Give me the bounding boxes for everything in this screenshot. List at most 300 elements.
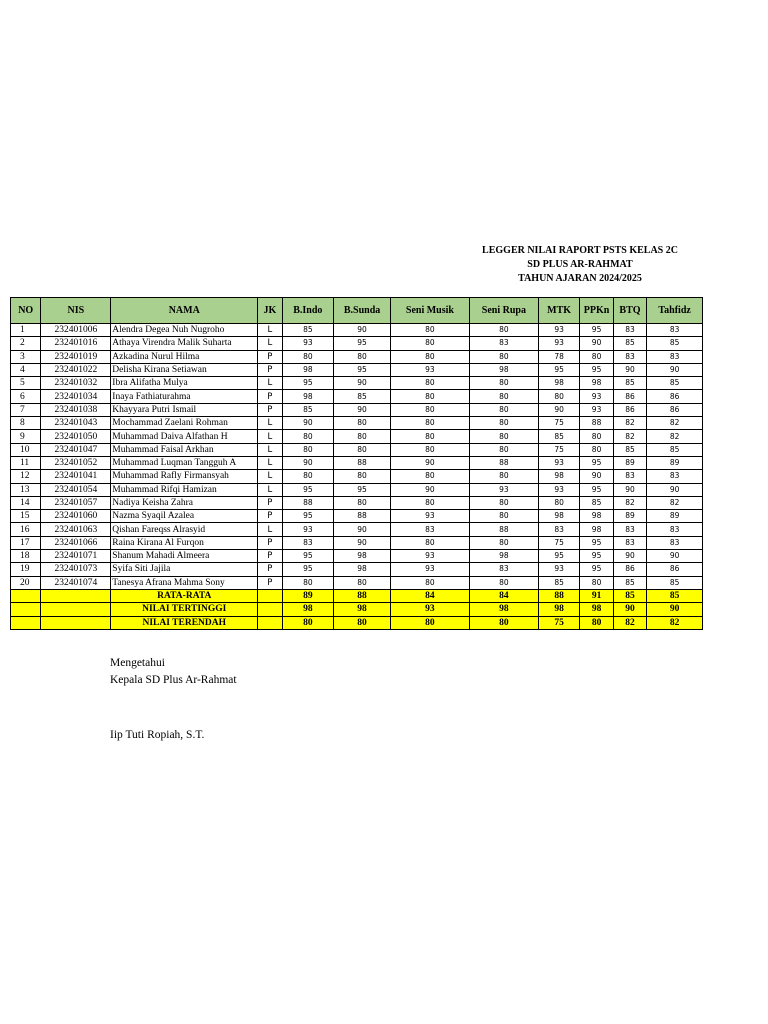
score-cell: 90	[613, 483, 646, 496]
column-header: Tahfidz	[647, 298, 703, 324]
column-header: NIS	[41, 298, 111, 324]
score-cell: 95	[282, 563, 334, 576]
score-cell: 82	[613, 417, 646, 430]
column-header: MTK	[538, 298, 580, 324]
score-cell: 80	[469, 377, 538, 390]
row-number: 9	[11, 430, 41, 443]
student-name: Muhammad Rifqi Hamizan	[111, 483, 258, 496]
student-name: Tanesya Afrana Mahma Sony	[111, 576, 258, 589]
score-cell: 80	[282, 576, 334, 589]
table-row	[11, 576, 703, 589]
summary-label: RATA-RATA	[111, 589, 258, 602]
table-row	[11, 363, 703, 376]
score-cell: 98	[538, 377, 580, 390]
score-cell: 80	[334, 470, 391, 483]
score-cell: 83	[469, 337, 538, 350]
score-cell: 82	[647, 496, 703, 509]
row-number: 6	[11, 390, 41, 403]
row-number: 14	[11, 496, 41, 509]
score-cell: 85	[334, 390, 391, 403]
table-row	[11, 536, 703, 549]
student-name: Azkadina Nurul Hilma	[111, 350, 258, 363]
student-gender: P	[258, 390, 282, 403]
table-row	[11, 337, 703, 350]
column-header: Seni Rupa	[469, 298, 538, 324]
grades-table	[10, 297, 703, 630]
table-row	[11, 456, 703, 469]
row-number: 19	[11, 563, 41, 576]
student-nis: 232401066	[41, 536, 111, 549]
student-nis: 232401041	[41, 470, 111, 483]
student-name: Qishan Fareqss Alrasyid	[111, 523, 258, 536]
student-gender: P	[258, 510, 282, 523]
score-cell: 80	[334, 430, 391, 443]
summary-value: 98	[538, 603, 580, 616]
score-cell: 98	[580, 510, 613, 523]
summary-value: 84	[469, 589, 538, 602]
score-cell: 95	[334, 363, 391, 376]
score-cell: 80	[469, 536, 538, 549]
score-cell: 90	[282, 417, 334, 430]
student-gender: L	[258, 443, 282, 456]
score-cell: 95	[538, 363, 580, 376]
table-row	[11, 523, 703, 536]
student-nis: 232401054	[41, 483, 111, 496]
score-cell: 89	[647, 510, 703, 523]
student-gender: L	[258, 523, 282, 536]
score-cell: 80	[469, 430, 538, 443]
student-gender: P	[258, 496, 282, 509]
score-cell: 82	[613, 496, 646, 509]
table-row	[11, 443, 703, 456]
score-cell: 75	[538, 536, 580, 549]
score-cell: 93	[538, 337, 580, 350]
score-cell: 88	[334, 456, 391, 469]
score-cell: 98	[469, 363, 538, 376]
summary-empty-cell	[258, 589, 282, 602]
score-cell: 83	[469, 563, 538, 576]
score-cell: 80	[469, 510, 538, 523]
table-row	[11, 430, 703, 443]
score-cell: 83	[613, 350, 646, 363]
score-cell: 93	[390, 563, 469, 576]
score-cell: 80	[469, 496, 538, 509]
summary-row	[11, 603, 703, 616]
score-cell: 80	[390, 443, 469, 456]
score-cell: 90	[613, 550, 646, 563]
score-cell: 83	[538, 523, 580, 536]
summary-row	[11, 589, 703, 602]
score-cell: 88	[334, 510, 391, 523]
row-number: 13	[11, 483, 41, 496]
score-cell: 95	[334, 337, 391, 350]
summary-value: 88	[538, 589, 580, 602]
score-cell: 93	[282, 337, 334, 350]
score-cell: 88	[469, 523, 538, 536]
score-cell: 93	[390, 510, 469, 523]
column-header: Seni Musik	[390, 298, 469, 324]
row-number: 3	[11, 350, 41, 363]
student-name: Shanum Mahadi Almeera	[111, 550, 258, 563]
score-cell: 85	[647, 443, 703, 456]
summary-empty-cell	[11, 589, 41, 602]
score-cell: 95	[282, 483, 334, 496]
score-cell: 95	[580, 483, 613, 496]
summary-value: 80	[469, 616, 538, 629]
summary-empty-cell	[41, 616, 111, 629]
score-cell: 90	[334, 536, 391, 549]
student-name: Syifa Siti Jajila	[111, 563, 258, 576]
student-gender: L	[258, 324, 282, 337]
score-cell: 98	[282, 390, 334, 403]
score-cell: 83	[282, 536, 334, 549]
score-cell: 80	[580, 350, 613, 363]
score-cell: 85	[647, 337, 703, 350]
student-gender: L	[258, 456, 282, 469]
summary-value: 90	[647, 603, 703, 616]
student-name: Muhammad Daiva Alfathan H	[111, 430, 258, 443]
student-name: Nadiya Keisha Zahra	[111, 496, 258, 509]
summary-value: 98	[469, 603, 538, 616]
row-number: 17	[11, 536, 41, 549]
score-cell: 89	[613, 510, 646, 523]
score-cell: 89	[647, 456, 703, 469]
score-cell: 85	[647, 576, 703, 589]
score-cell: 90	[580, 337, 613, 350]
student-nis: 232401057	[41, 496, 111, 509]
score-cell: 80	[390, 403, 469, 416]
score-cell: 80	[334, 496, 391, 509]
score-cell: 86	[647, 403, 703, 416]
student-nis: 232401032	[41, 377, 111, 390]
score-cell: 95	[334, 483, 391, 496]
score-cell: 86	[613, 403, 646, 416]
student-gender: L	[258, 483, 282, 496]
summary-label: NILAI TERENDAH	[111, 616, 258, 629]
table-row	[11, 496, 703, 509]
student-gender: L	[258, 377, 282, 390]
summary-empty-cell	[258, 603, 282, 616]
row-number: 7	[11, 403, 41, 416]
score-cell: 80	[334, 417, 391, 430]
table-row	[11, 510, 703, 523]
student-name: Inaya Fathiaturahma	[111, 390, 258, 403]
row-number: 4	[11, 363, 41, 376]
student-nis: 232401047	[41, 443, 111, 456]
student-nis: 232401073	[41, 563, 111, 576]
score-cell: 95	[580, 550, 613, 563]
score-cell: 95	[580, 563, 613, 576]
student-gender: P	[258, 350, 282, 363]
score-cell: 83	[647, 470, 703, 483]
score-cell: 83	[613, 523, 646, 536]
row-number: 2	[11, 337, 41, 350]
summary-value: 88	[334, 589, 391, 602]
score-cell: 80	[334, 576, 391, 589]
score-cell: 86	[613, 563, 646, 576]
score-cell: 82	[647, 417, 703, 430]
student-name: Muhammad Rafly Firmansyah	[111, 470, 258, 483]
student-name: Raina Kirana Al Furqon	[111, 536, 258, 549]
score-cell: 80	[538, 390, 580, 403]
score-cell: 90	[282, 456, 334, 469]
score-cell: 85	[613, 337, 646, 350]
row-number: 1	[11, 324, 41, 337]
score-cell: 80	[390, 536, 469, 549]
score-cell: 93	[538, 483, 580, 496]
student-gender: P	[258, 403, 282, 416]
score-cell: 98	[538, 470, 580, 483]
column-header: B.Indo	[282, 298, 334, 324]
score-cell: 80	[469, 403, 538, 416]
score-cell: 80	[334, 350, 391, 363]
student-nis: 232401050	[41, 430, 111, 443]
score-cell: 93	[390, 550, 469, 563]
student-nis: 232401034	[41, 390, 111, 403]
student-nis: 232401074	[41, 576, 111, 589]
summary-value: 90	[613, 603, 646, 616]
score-cell: 83	[613, 470, 646, 483]
score-cell: 93	[390, 363, 469, 376]
row-number: 15	[11, 510, 41, 523]
score-cell: 85	[613, 377, 646, 390]
student-nis: 232401022	[41, 363, 111, 376]
row-number: 12	[11, 470, 41, 483]
score-cell: 80	[390, 350, 469, 363]
score-cell: 80	[282, 430, 334, 443]
score-cell: 88	[580, 417, 613, 430]
score-cell: 80	[469, 576, 538, 589]
summary-value: 84	[390, 589, 469, 602]
table-body	[11, 324, 703, 630]
table-row	[11, 377, 703, 390]
table-row	[11, 324, 703, 337]
score-cell: 85	[613, 576, 646, 589]
summary-value: 91	[580, 589, 613, 602]
score-cell: 80	[580, 430, 613, 443]
row-number: 10	[11, 443, 41, 456]
column-header: B.Sunda	[334, 298, 391, 324]
student-name: Ibra Alifatha Mulya	[111, 377, 258, 390]
score-cell: 82	[613, 430, 646, 443]
score-cell: 80	[580, 443, 613, 456]
score-cell: 75	[538, 443, 580, 456]
score-cell: 90	[334, 403, 391, 416]
score-cell: 89	[613, 456, 646, 469]
acknowledgement-label: Mengetahui	[110, 657, 165, 669]
score-cell: 80	[282, 350, 334, 363]
score-cell: 80	[390, 430, 469, 443]
summary-value: 85	[613, 589, 646, 602]
score-cell: 98	[580, 377, 613, 390]
score-cell: 80	[469, 350, 538, 363]
summary-value: 80	[334, 616, 391, 629]
score-cell: 93	[580, 390, 613, 403]
summary-value: 80	[390, 616, 469, 629]
score-cell: 95	[580, 456, 613, 469]
score-cell: 95	[580, 324, 613, 337]
score-cell: 80	[580, 576, 613, 589]
score-cell: 80	[390, 390, 469, 403]
table-row	[11, 403, 703, 416]
score-cell: 90	[647, 483, 703, 496]
score-cell: 95	[282, 377, 334, 390]
score-cell: 95	[282, 550, 334, 563]
column-header: NAMA	[111, 298, 258, 324]
score-cell: 85	[538, 576, 580, 589]
summary-value: 89	[282, 589, 334, 602]
score-cell: 80	[538, 496, 580, 509]
table-row	[11, 483, 703, 496]
score-cell: 80	[390, 496, 469, 509]
score-cell: 90	[334, 324, 391, 337]
summary-value: 75	[538, 616, 580, 629]
row-number: 16	[11, 523, 41, 536]
student-nis: 232401019	[41, 350, 111, 363]
score-cell: 80	[469, 390, 538, 403]
score-cell: 98	[282, 363, 334, 376]
score-cell: 90	[613, 363, 646, 376]
summary-value: 98	[334, 603, 391, 616]
table-row	[11, 417, 703, 430]
score-cell: 88	[469, 456, 538, 469]
score-cell: 98	[580, 523, 613, 536]
student-gender: P	[258, 563, 282, 576]
summary-empty-cell	[11, 616, 41, 629]
score-cell: 78	[538, 350, 580, 363]
score-cell: 82	[647, 430, 703, 443]
student-name: Athaya Virendra Malik Suharta	[111, 337, 258, 350]
summary-value: 80	[580, 616, 613, 629]
student-gender: P	[258, 550, 282, 563]
column-header: NO	[11, 298, 41, 324]
student-nis: 232401038	[41, 403, 111, 416]
student-gender: L	[258, 417, 282, 430]
score-cell: 98	[538, 510, 580, 523]
score-cell: 83	[647, 324, 703, 337]
table-row	[11, 550, 703, 563]
student-name: Nazma Syaqil Azalea	[111, 510, 258, 523]
student-gender: L	[258, 470, 282, 483]
row-number: 8	[11, 417, 41, 430]
student-gender: L	[258, 430, 282, 443]
summary-empty-cell	[11, 603, 41, 616]
summary-value: 82	[647, 616, 703, 629]
table-row	[11, 563, 703, 576]
school-year: TAHUN AJARAN 2024/2025	[518, 273, 642, 284]
table-row	[11, 350, 703, 363]
score-cell: 93	[580, 403, 613, 416]
student-gender: P	[258, 536, 282, 549]
score-cell: 93	[469, 483, 538, 496]
score-cell: 80	[390, 324, 469, 337]
document-title: LEGGER NILAI RAPORT PSTS KELAS 2C	[482, 245, 678, 256]
score-cell: 93	[282, 523, 334, 536]
student-nis: 232401060	[41, 510, 111, 523]
student-name: Delisha Kirana Setiawan	[111, 363, 258, 376]
row-number: 18	[11, 550, 41, 563]
score-cell: 83	[647, 350, 703, 363]
score-cell: 90	[647, 550, 703, 563]
row-number: 5	[11, 377, 41, 390]
score-cell: 98	[334, 563, 391, 576]
score-cell: 83	[647, 523, 703, 536]
score-cell: 86	[647, 563, 703, 576]
score-cell: 80	[390, 576, 469, 589]
summary-row	[11, 616, 703, 629]
score-cell: 83	[390, 523, 469, 536]
score-cell: 95	[580, 363, 613, 376]
student-nis: 232401006	[41, 324, 111, 337]
score-cell: 85	[538, 430, 580, 443]
summary-value: 93	[390, 603, 469, 616]
score-cell: 83	[613, 324, 646, 337]
table-header-row	[11, 298, 703, 324]
score-cell: 90	[647, 363, 703, 376]
score-cell: 85	[282, 403, 334, 416]
column-header: BTQ	[613, 298, 646, 324]
summary-label: NILAI TERTINGGI	[111, 603, 258, 616]
student-nis: 232401043	[41, 417, 111, 430]
score-cell: 86	[647, 390, 703, 403]
column-header: JK	[258, 298, 282, 324]
score-cell: 90	[334, 523, 391, 536]
summary-value: 98	[580, 603, 613, 616]
score-cell: 90	[390, 483, 469, 496]
score-cell: 95	[282, 510, 334, 523]
student-name: Muhammad Luqman Tangguh A	[111, 456, 258, 469]
score-cell: 95	[580, 536, 613, 549]
score-cell: 80	[390, 337, 469, 350]
student-name: Khayyara Putri Ismail	[111, 403, 258, 416]
score-cell: 88	[282, 496, 334, 509]
score-cell: 98	[469, 550, 538, 563]
score-cell: 93	[538, 456, 580, 469]
score-cell: 90	[390, 456, 469, 469]
score-cell: 95	[538, 550, 580, 563]
summary-empty-cell	[41, 603, 111, 616]
score-cell: 85	[580, 496, 613, 509]
student-name: Alendra Degea Nuh Nugroho	[111, 324, 258, 337]
score-cell: 90	[334, 377, 391, 390]
summary-value: 80	[282, 616, 334, 629]
score-cell: 80	[390, 470, 469, 483]
score-cell: 80	[390, 417, 469, 430]
score-cell: 90	[580, 470, 613, 483]
student-gender: L	[258, 337, 282, 350]
student-nis: 232401071	[41, 550, 111, 563]
score-cell: 80	[469, 417, 538, 430]
score-cell: 86	[613, 390, 646, 403]
score-cell: 80	[282, 443, 334, 456]
score-cell: 83	[613, 536, 646, 549]
score-cell: 80	[334, 443, 391, 456]
score-cell: 80	[469, 470, 538, 483]
student-gender: P	[258, 363, 282, 376]
student-name: Muhammad Faisal Arkhan	[111, 443, 258, 456]
table-row	[11, 470, 703, 483]
row-number: 11	[11, 456, 41, 469]
score-cell: 75	[538, 417, 580, 430]
summary-value: 82	[613, 616, 646, 629]
principal-title: Kepala SD Plus Ar-Rahmat	[110, 674, 237, 686]
school-name: SD PLUS AR-RAHMAT	[527, 259, 633, 270]
summary-value: 85	[647, 589, 703, 602]
score-cell: 98	[334, 550, 391, 563]
score-cell: 85	[282, 324, 334, 337]
row-number: 20	[11, 576, 41, 589]
score-cell: 93	[538, 324, 580, 337]
